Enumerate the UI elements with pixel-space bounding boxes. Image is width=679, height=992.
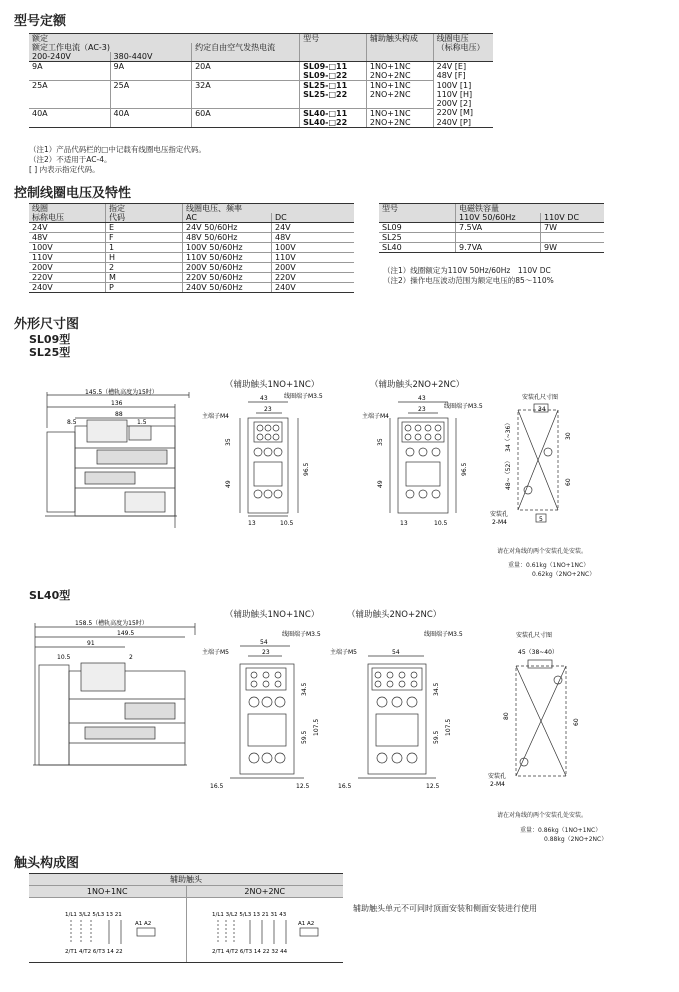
svg-text:安装孔: 安装孔 bbox=[490, 511, 509, 518]
svg-text:49: 49 bbox=[377, 480, 384, 488]
model-label-sl40: SL40型 bbox=[29, 589, 71, 602]
svg-text:16.5: 16.5 bbox=[210, 783, 224, 790]
contacts-note: 辅助触头单元不可同时顶面安装和侧面安装进行使用 bbox=[353, 904, 537, 913]
svg-text:80: 80 bbox=[503, 712, 510, 720]
dim-85: 8.5 bbox=[67, 419, 77, 426]
th-model: 型号 bbox=[300, 34, 367, 53]
sl40-front-1no1nc-drawing bbox=[200, 620, 330, 790]
col-2no2nc: 2NO+2NC bbox=[186, 886, 344, 897]
caption-sl09-1no1nc: （辅助触头1NO+1NC） bbox=[225, 380, 320, 390]
caption-sl40-2no2nc: （辅助触头2NO+2NC） bbox=[347, 610, 442, 620]
capacity-notes: （注1）线圈额定为110V 50Hz/60Hz 110V DC （注2）操作电压波动范围为额定电压的85～110% bbox=[383, 266, 554, 285]
svg-text:1/L1 3/L2 5/L3 13 21 31 43: 1/L1 3/L2 5/L3 13 21 31 43 bbox=[212, 912, 287, 918]
svg-text:30: 30 bbox=[565, 432, 572, 440]
svg-text:12.5: 12.5 bbox=[296, 783, 310, 790]
th-380: 380-440V bbox=[110, 52, 192, 62]
svg-text:149.5: 149.5 bbox=[117, 630, 135, 637]
svg-text:线圈端子M3.5: 线圈端子M3.5 bbox=[424, 631, 463, 638]
table-row: SL40-□22 2NO+2NC 240V [P] bbox=[29, 118, 493, 128]
sl40-weight: 重量：0.86kg（1NO+1NC） 0.88kg（2NO+2NC） bbox=[520, 827, 608, 843]
aux-header: 辅助触头 bbox=[29, 874, 343, 886]
svg-text:安装孔: 安装孔 bbox=[488, 773, 507, 780]
model-label-sl25: SL25型 bbox=[29, 346, 71, 359]
svg-text:34.5: 34.5 bbox=[301, 682, 308, 696]
model-table bbox=[29, 33, 493, 128]
table-row: SL40 9.7VA 9W bbox=[379, 243, 604, 253]
svg-text:34: 34 bbox=[538, 406, 546, 413]
table-row: 100V 1 100V 50/60Hz 100V bbox=[29, 243, 354, 253]
svg-text:A1 A2: A1 A2 bbox=[298, 921, 315, 927]
svg-text:1/L1 3/L2 5/L3 13 21: 1/L1 3/L2 5/L3 13 21 bbox=[65, 912, 122, 918]
caption-sl09-2no2nc: （辅助触头2NO+2NC） bbox=[370, 380, 465, 390]
svg-text:107.5: 107.5 bbox=[445, 718, 452, 736]
table-row: 200V 2 200V 50/60Hz 200V bbox=[29, 263, 354, 273]
table-row: 110V H 110V 50/60Hz 110V bbox=[29, 253, 354, 263]
table-row: 220V M 220V 50/60Hz 220V bbox=[29, 273, 354, 283]
table-row: 240V P 240V 50/60Hz 240V bbox=[29, 283, 354, 293]
th-aux: 辅助触头构成 bbox=[366, 34, 433, 53]
model-notes: （注1）产品代码栏的□中记载有线圈电压指定代码。 （注2）不适用于AC-4。 [ ] 内表示指定代码。 bbox=[29, 145, 206, 174]
label-main-terminal: 主端子M4 bbox=[202, 413, 229, 420]
dim-965: 96.5 bbox=[303, 462, 310, 476]
svg-text:13: 13 bbox=[400, 520, 408, 527]
sl40-front-2no2nc-drawing bbox=[328, 620, 463, 790]
svg-text:45（38~40）: 45（38~40） bbox=[518, 649, 558, 656]
svg-text:48~（52）: 48~（52） bbox=[505, 457, 512, 490]
table-row: 24V E 24V 50/60Hz 24V bbox=[29, 223, 354, 233]
svg-text:34（~36）: 34（~36） bbox=[505, 419, 512, 452]
dim-15: 1.5 bbox=[137, 419, 147, 426]
table-row: 40A 40A 60A SL40-□11 1NO+1NC 220V [M] bbox=[29, 108, 493, 118]
table-row: SL25 bbox=[379, 233, 604, 243]
table-row: SL09-□22 2NO+2NC 48V [F] bbox=[29, 71, 493, 81]
schematic-1no1nc bbox=[65, 908, 175, 958]
th-rated: 额定 bbox=[29, 34, 300, 44]
section-title-coil: 控制线圈电压及特性 bbox=[14, 186, 132, 201]
sl40-side-drawing bbox=[25, 615, 210, 775]
dim-49: 49 bbox=[225, 480, 232, 488]
capacity-table: 型号 电磁铁容量 110V 50/60Hz 110V DC SL09 7.5VA 7W SL25 SL40 9.7VA 9W bbox=[379, 203, 604, 253]
svg-text:线圈端子M3.5: 线圈端子M3.5 bbox=[282, 631, 321, 638]
th-200: 200-240V bbox=[29, 52, 110, 62]
svg-text:2/T1 4/T2 6/T3 14 22: 2/T1 4/T2 6/T3 14 22 bbox=[65, 949, 123, 955]
svg-text:2-M4: 2-M4 bbox=[490, 781, 505, 788]
sl40-diag-note: 请在对角线的两个安装孔处安装。 bbox=[497, 812, 588, 819]
schematic-2no2nc bbox=[212, 908, 332, 958]
section-title-dims: 外形尺寸图 bbox=[14, 317, 80, 332]
svg-text:线圈端子M3.5: 线圈端子M3.5 bbox=[444, 403, 483, 410]
label-coil-terminal: 线圈端子M3.5 bbox=[284, 393, 323, 400]
dim-88: 88 bbox=[115, 411, 123, 418]
svg-text:54: 54 bbox=[260, 639, 268, 646]
col-1no1nc: 1NO+1NC bbox=[86, 887, 128, 896]
sl09-front-1no1nc-drawing bbox=[200, 388, 325, 533]
table-row: 9A 9A 20A SL09-□11 1NO+1NC 24V [E] bbox=[29, 62, 493, 72]
svg-text:2/T1 4/T2 6/T3 14 22 32 44: 2/T1 4/T2 6/T3 14 22 32 44 bbox=[212, 949, 288, 955]
svg-text:12.5: 12.5 bbox=[426, 783, 440, 790]
svg-text:158.5（槽轨高度为15时）: 158.5（槽轨高度为15时） bbox=[75, 620, 148, 627]
svg-text:2: 2 bbox=[129, 654, 133, 661]
svg-text:107.5: 107.5 bbox=[313, 718, 320, 736]
svg-text:A1 A2: A1 A2 bbox=[135, 921, 152, 927]
sl40-mounting-hole-drawing bbox=[488, 630, 588, 798]
svg-text:10.5: 10.5 bbox=[434, 520, 448, 527]
table-row: 48V F 48V 50/60Hz 48V bbox=[29, 233, 354, 243]
table-row: SL25-□22 2NO+2NC 110V [H] 200V [2] bbox=[29, 90, 493, 108]
table-row: 25A 25A 32A SL25-□11 1NO+1NC 100V [1] bbox=[29, 81, 493, 91]
svg-text:60: 60 bbox=[573, 718, 580, 726]
dim-23: 23 bbox=[264, 406, 272, 413]
svg-text:主端子M4: 主端子M4 bbox=[362, 413, 389, 420]
sl09-mounting-hole-drawing bbox=[490, 390, 580, 530]
section-title-contacts: 触头构成图 bbox=[14, 856, 80, 871]
sl09-diag-note: 请在对角线的两个安装孔处安装。 bbox=[497, 548, 588, 555]
svg-text:10.5: 10.5 bbox=[57, 654, 71, 661]
svg-text:54: 54 bbox=[392, 649, 400, 656]
table-row: SL09 7.5VA 7W bbox=[379, 223, 604, 233]
dim-13: 13 bbox=[248, 520, 256, 527]
svg-text:59.5: 59.5 bbox=[433, 730, 440, 744]
svg-text:23: 23 bbox=[418, 406, 426, 413]
svg-text:34.5: 34.5 bbox=[433, 682, 440, 696]
svg-text:安装孔尺寸图: 安装孔尺寸图 bbox=[516, 632, 553, 639]
svg-text:96.5: 96.5 bbox=[461, 462, 468, 476]
svg-text:23: 23 bbox=[262, 649, 270, 656]
svg-text:16.5: 16.5 bbox=[338, 783, 352, 790]
svg-text:91: 91 bbox=[87, 640, 95, 647]
svg-text:60: 60 bbox=[565, 478, 572, 486]
contact-diagram-box bbox=[29, 873, 343, 963]
section-title-model: 型号定额 bbox=[14, 14, 67, 29]
model-label-sl09: SL09型 bbox=[29, 333, 71, 346]
sl09-side-drawing bbox=[25, 388, 205, 533]
svg-text:2-M4: 2-M4 bbox=[492, 519, 507, 526]
dim-136: 136 bbox=[111, 400, 123, 407]
svg-text:主端子M5: 主端子M5 bbox=[202, 649, 229, 656]
coil-table: 线圈 指定 线圈电压、频率 标称电压 代码 AC DC 24V E 24V 50/60Hz 24V 48V F 48V 50/60Hz 48V 100V 1 100V 50/60Hz 100V 110V H 110V 50/60Hz 110V 200V 2 200V 50/60Hz 200V 220V M 220V 50/60Hz 220V 240V P 240V 50/60Hz 240V bbox=[29, 203, 354, 293]
sl09-front-2no2nc-drawing bbox=[360, 388, 485, 533]
caption-sl40-1no1nc: （辅助触头1NO+1NC） bbox=[225, 610, 320, 620]
th-current: 额定工作电流（AC-3) bbox=[29, 43, 192, 52]
svg-text:59.5: 59.5 bbox=[301, 730, 308, 744]
dim-35: 35 bbox=[225, 438, 232, 446]
mount-title: 安装孔尺寸图 bbox=[522, 394, 559, 401]
sl09-weight: 重量：0.61kg（1NO+1NC） 0.62kg（2NO+2NC） bbox=[508, 562, 596, 578]
svg-text:主端子M5: 主端子M5 bbox=[330, 649, 357, 656]
dim-105: 10.5 bbox=[280, 520, 294, 527]
dim-1455: 145.5（槽轨高度为15时） bbox=[85, 389, 158, 396]
th-coil: 线圈电压 （标称电压） bbox=[433, 34, 493, 53]
svg-text:43: 43 bbox=[418, 395, 426, 402]
th-freeair: 约定自由空气发热电流 bbox=[192, 43, 300, 52]
svg-text:5: 5 bbox=[539, 516, 543, 523]
dim-43: 43 bbox=[260, 395, 268, 402]
svg-text:35: 35 bbox=[377, 438, 384, 446]
